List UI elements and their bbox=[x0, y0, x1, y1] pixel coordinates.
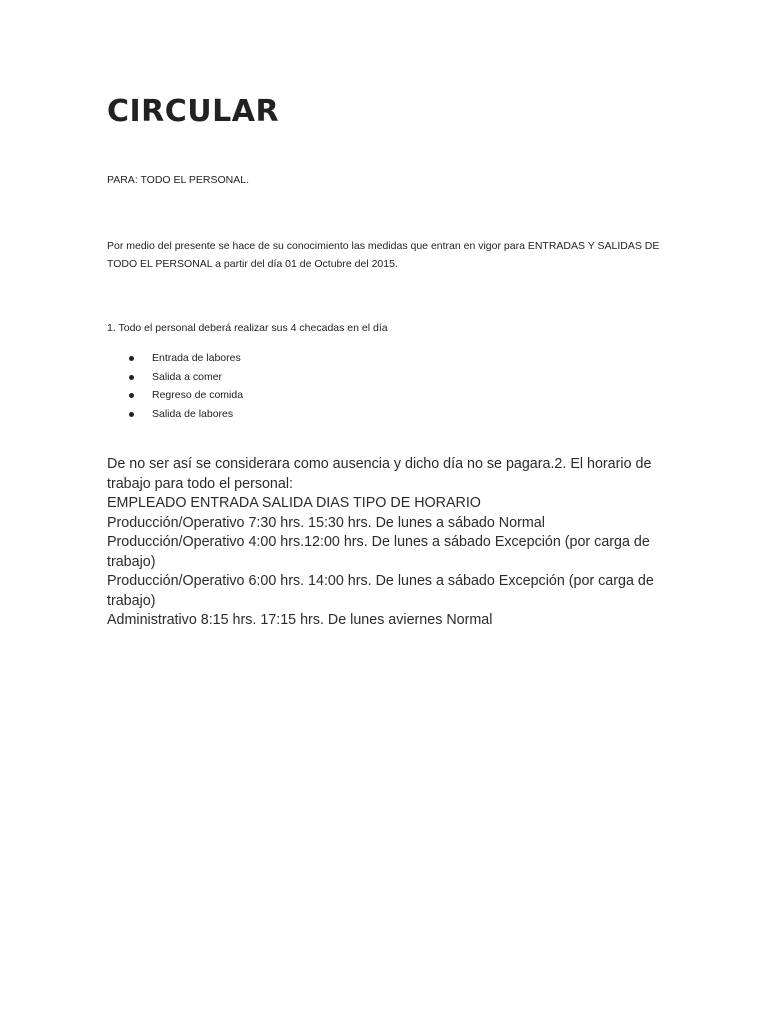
list-item-label: Salida de labores bbox=[152, 407, 234, 420]
bullet-icon bbox=[129, 375, 134, 380]
list-item bbox=[107, 349, 243, 368]
schedule-row: Producción/Operativo 6:00 hrs. 14:00 hrs. De lunes a sábado Excepción (por carga de trabajo) bbox=[107, 573, 654, 609]
schedule-header: EMPLEADO ENTRADA SALIDA DIAS TIPO DE HORARIO bbox=[107, 495, 481, 511]
numbered-item-1: 1. Todo el personal deberá realizar sus 4 checadas en el día bbox=[107, 322, 388, 334]
bullet-icon bbox=[129, 356, 134, 361]
bullet-list bbox=[107, 349, 243, 423]
bullet-icon bbox=[129, 412, 134, 417]
schedule-intro: De no ser así se considerara como ausencia y dicho día no se pagara.2. El horario de trabajo para todo el personal: bbox=[107, 456, 652, 492]
bullet-icon bbox=[129, 393, 134, 398]
list-item-label: Regreso de comida bbox=[152, 389, 244, 401]
list-item bbox=[107, 405, 243, 424]
schedule-section bbox=[107, 455, 667, 631]
schedule-row: Producción/Operativo 7:30 hrs. 15:30 hrs. De lunes a sábado Normal bbox=[107, 514, 545, 531]
list-item-label: Salida a comer bbox=[152, 370, 223, 383]
schedule-row: Producción/Operativo 4:00 hrs.12:00 hrs. De lunes a sábado Excepción (por carga de trabajo) bbox=[107, 534, 650, 570]
page-title: CIRCULAR bbox=[107, 94, 280, 129]
intro-paragraph: Por medio del presente se hace de su conocimiento las medidas que entran en vigor para ENTRADAS Y SALIDAS DE TODO EL PERSONAL a partir del día 01 de Octubre del 2015. bbox=[107, 240, 660, 270]
list-item bbox=[107, 386, 243, 405]
schedule-row: Administrativo 8:15 hrs. 17:15 hrs. De lunes aviernes Normal bbox=[107, 612, 493, 628]
list-item-label: Entrada de labores bbox=[152, 352, 241, 364]
recipient-line: PARA: TODO EL PERSONAL. bbox=[107, 174, 249, 186]
list-item bbox=[107, 368, 243, 387]
